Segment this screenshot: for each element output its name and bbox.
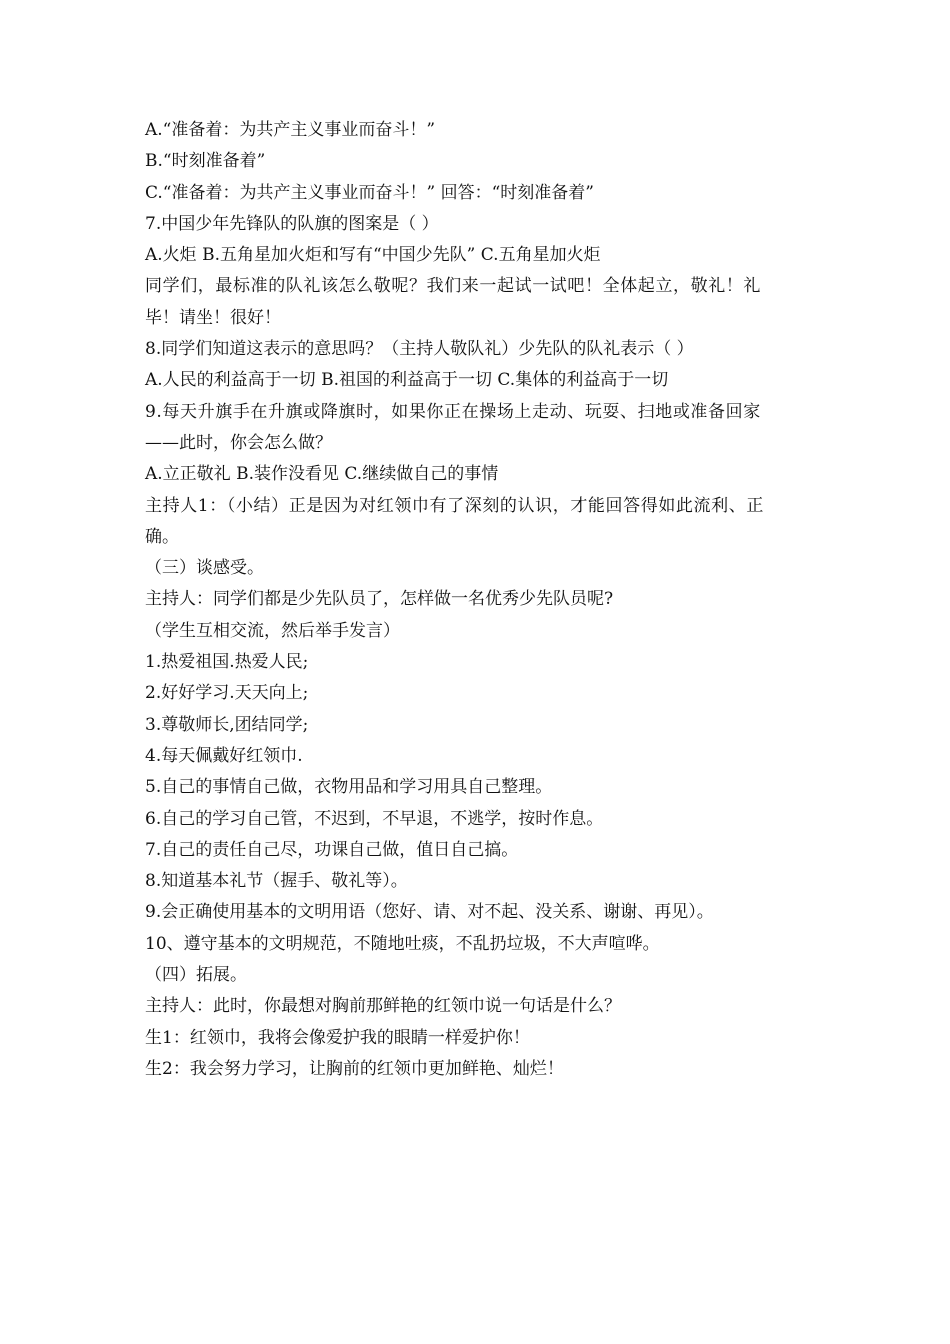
question-8-options: A.人民的利益高于一切 B.祖国的利益高于一切 C.集体的利益高于一切 [145, 370, 669, 391]
list-item-9: 9.会正确使用基本的文明用语（您好、请、对不起、没关系、谢谢、再见）。 [145, 902, 714, 923]
question-9-options: A.立正敬礼 B.装作没看见 C.继续做自己的事情 [145, 464, 499, 485]
option-c-line: C.“准备着：为共产主义事业而奋斗！” 回答：“时刻准备着” [145, 182, 594, 203]
option-a-line: A.“准备着：为共产主义事业而奋斗！” [145, 120, 436, 140]
student-1-answer: 生1：红领巾，我将会像爱护我的眼睛一样爱护你！ [145, 1027, 530, 1048]
list-item-10: 10、遵守基本的文明规范，不随地吐痰，不乱扔垃圾，不大声喧哗。 [145, 933, 660, 954]
host-question: 主持人：同学们都是少先队员了，怎样做一名优秀少先队员呢? [145, 589, 614, 610]
question-9-line-2: ——此时，你会怎么做？ [145, 432, 332, 453]
question-9-line-1: 9.每天升旗手在升旗或降旗时，如果你正在操场上走动、玩耍、扫地或准备回家 [145, 401, 761, 422]
host-summary-line-1: 主持人1：（小结）正是因为对红领巾有了深刻的认识，才能回答得如此流利、正 [145, 495, 764, 516]
list-item-7: 7.自己的责任自己尽，功课自己做，值日自己搞。 [145, 839, 519, 860]
list-item-2: 2.好好学习.天天向上; [145, 683, 309, 704]
question-7-options: A.火炬 B.五角星加火炬和写有“中国少先队” C.五角星加火炬 [145, 245, 601, 266]
host-prompt: 主持人：此时，你最想对胸前那鲜艳的红领巾说一句话是什么？ [145, 996, 621, 1017]
question-7: 7.中国少年先锋队的队旗的图案是（ ） [145, 213, 439, 234]
document-body [145, 115, 815, 1085]
section-four-heading: （四）拓展。 [145, 965, 247, 986]
list-item-8: 8.知道基本礼节（握手、敬礼等）。 [145, 871, 408, 892]
student-discussion-note: （学生互相交流，然后举手发言） [145, 620, 400, 641]
student-2-answer: 生2：我会努力学习，让胸前的红领巾更加鲜艳、灿烂！ [145, 1058, 564, 1079]
option-b-line: B.“时刻准备着” [145, 151, 266, 172]
list-item-3: 3.尊敬师长,团结同学; [145, 714, 309, 735]
salute-paragraph-line-1: 同学们，最标准的队礼该怎么敬呢？我们来一起试一试吧！全体起立，敬礼！礼 [145, 276, 761, 297]
question-8: 8.同学们知道这表示的意思吗？（主持人敬队礼）少先队的队礼表示（ ） [145, 339, 694, 360]
salute-paragraph-line-2: 毕！请坐！很好！ [145, 307, 281, 328]
list-item-1: 1.热爱祖国.热爱人民; [145, 652, 309, 673]
list-item-5: 5.自己的事情自己做，衣物用品和学习用具自己整理。 [145, 777, 553, 798]
section-three-heading: （三）谈感受。 [145, 558, 264, 579]
host-summary-line-2: 确。 [145, 526, 179, 547]
list-item-4: 4.每天佩戴好红领巾. [145, 745, 303, 766]
list-item-6: 6.自己的学习自己管，不迟到，不早退，不逃学，按时作息。 [145, 808, 604, 829]
